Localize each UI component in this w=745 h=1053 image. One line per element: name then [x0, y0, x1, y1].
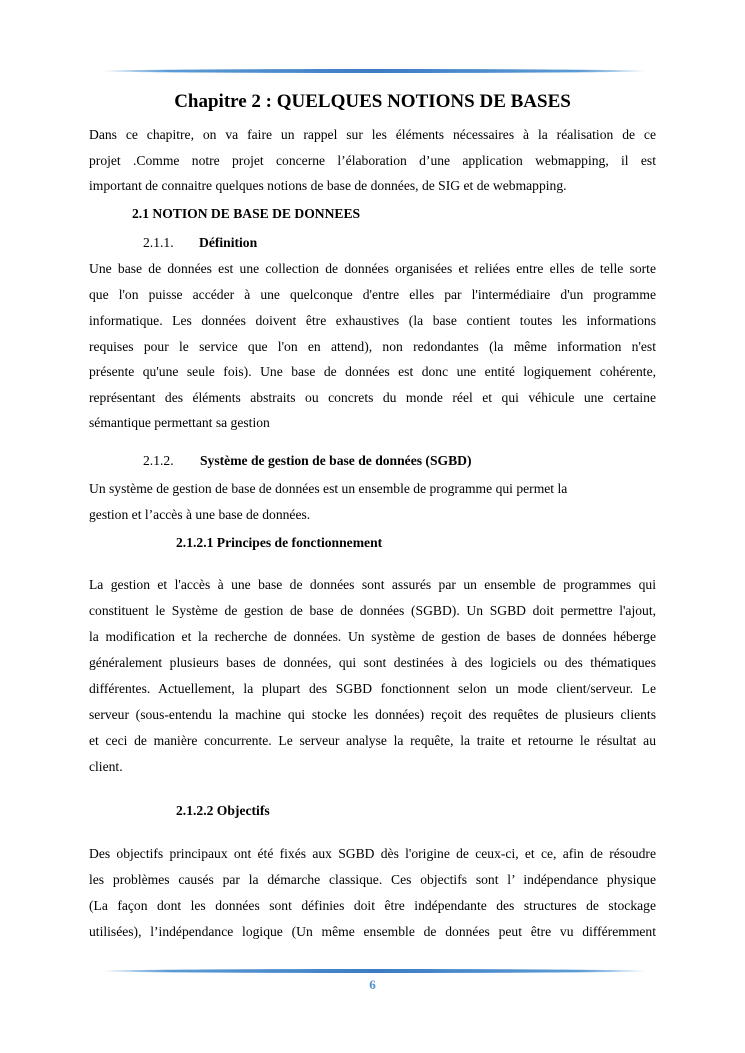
definition-line: sémantique permettant sa gestion	[89, 415, 270, 430]
principes-line: généralement plusieurs bases de données, qui sont destinées à des logiciels ou des thématiques	[89, 655, 656, 670]
section-label: Système de gestion de base de données (SGBD)	[200, 453, 472, 468]
objectifs-line: les problèmes causés par la démarche classique. Ces objectifs sont l’ indépendance physique	[89, 872, 656, 887]
intro-line: Dans ce chapitre, on va faire un rappel sur les éléments nécessaires à la réalisation de ce	[89, 127, 656, 142]
section-heading-2-1-2	[143, 453, 472, 469]
principes-line: constituent le Système de gestion de base de données (SGBD). Un SGBD doit permettre l'ajout,	[89, 603, 656, 618]
chapter-title: Chapitre 2 : QUELQUES NOTIONS DE BASES	[174, 91, 571, 112]
page-number: 6	[369, 977, 376, 992]
definition-line: présente qu'une seule fois). Une base de données est donc une entité logiquement cohérente,	[89, 364, 656, 379]
objectifs-line: (La façon dont les données sont définies doit être indépendante des structures de stockage	[89, 898, 656, 913]
principes-line: client.	[89, 759, 123, 774]
objectifs-line: Des objectifs principaux ont été fixés aux SGBD dès l'origine de ceux-ci, et ce, afin de résoudre	[89, 846, 656, 861]
principes-line: et ceci de manière concurrente. Le serveur analyse la requête, la traite et retourne le résultat au	[89, 733, 656, 748]
section-number: 2.1.2.	[143, 453, 174, 468]
principes-line: la modification et la recherche de données. Un système de gestion de bases de données héberge	[89, 629, 656, 644]
section-heading-2-1-2-1: 2.1.2.1 Principes de fonctionnement	[176, 535, 383, 550]
sgbd-line: Un système de gestion de base de données est un ensemble de programme qui permet la	[89, 481, 568, 496]
principes-line: serveur (sous-entendu la machine qui stocke les données) reçoit des requêtes de plusieurs clients	[89, 707, 656, 722]
header-rule	[104, 69, 644, 73]
section-label: Définition	[199, 235, 258, 250]
intro-line: important de connaitre quelques notions de base de données, de SIG et de webmapping.	[89, 178, 567, 193]
definition-line: que l'on puisse accéder à une quelconque d'entre elles par l'intermédiaire d'un programme	[89, 287, 656, 302]
section-heading-2-1-2-2: 2.1.2.2 Objectifs	[176, 803, 270, 818]
intro-line: projet .Comme notre projet concerne l’élaboration d’une application webmapping, il est	[89, 153, 656, 168]
section-heading-2-1: 2.1 NOTION DE BASE DE DONNEES	[132, 206, 361, 221]
definition-line: représentant des éléments abstraits ou concrets du monde réel et qui véhicule une certaine	[89, 390, 656, 405]
definition-line: Une base de données est une collection de données organisées et reliées entre elles de telle sorte	[89, 261, 656, 276]
definition-line: requises pour le service que l'on en attend), non redondantes (la même information n'est	[89, 339, 656, 354]
objectifs-line: utilisées), l’indépendance logique (Un même ensemble de données peut être vu différemment	[89, 924, 656, 939]
footer-rule	[104, 969, 644, 973]
principes-line: différentes. Actuellement, la plupart des SGBD fonctionnent selon un mode client/serveur. Le	[89, 681, 656, 696]
sgbd-line: gestion et l’accès à une base de données.	[89, 507, 311, 522]
section-number: 2.1.1.	[143, 235, 174, 250]
principes-line: La gestion et l'accès à une base de données sont assurés par un ensemble de programmes qui	[89, 577, 656, 592]
definition-line: informatique. Les données doivent être exhaustives (la base contient toutes les informations	[89, 313, 656, 328]
section-heading-2-1-1	[143, 235, 257, 251]
